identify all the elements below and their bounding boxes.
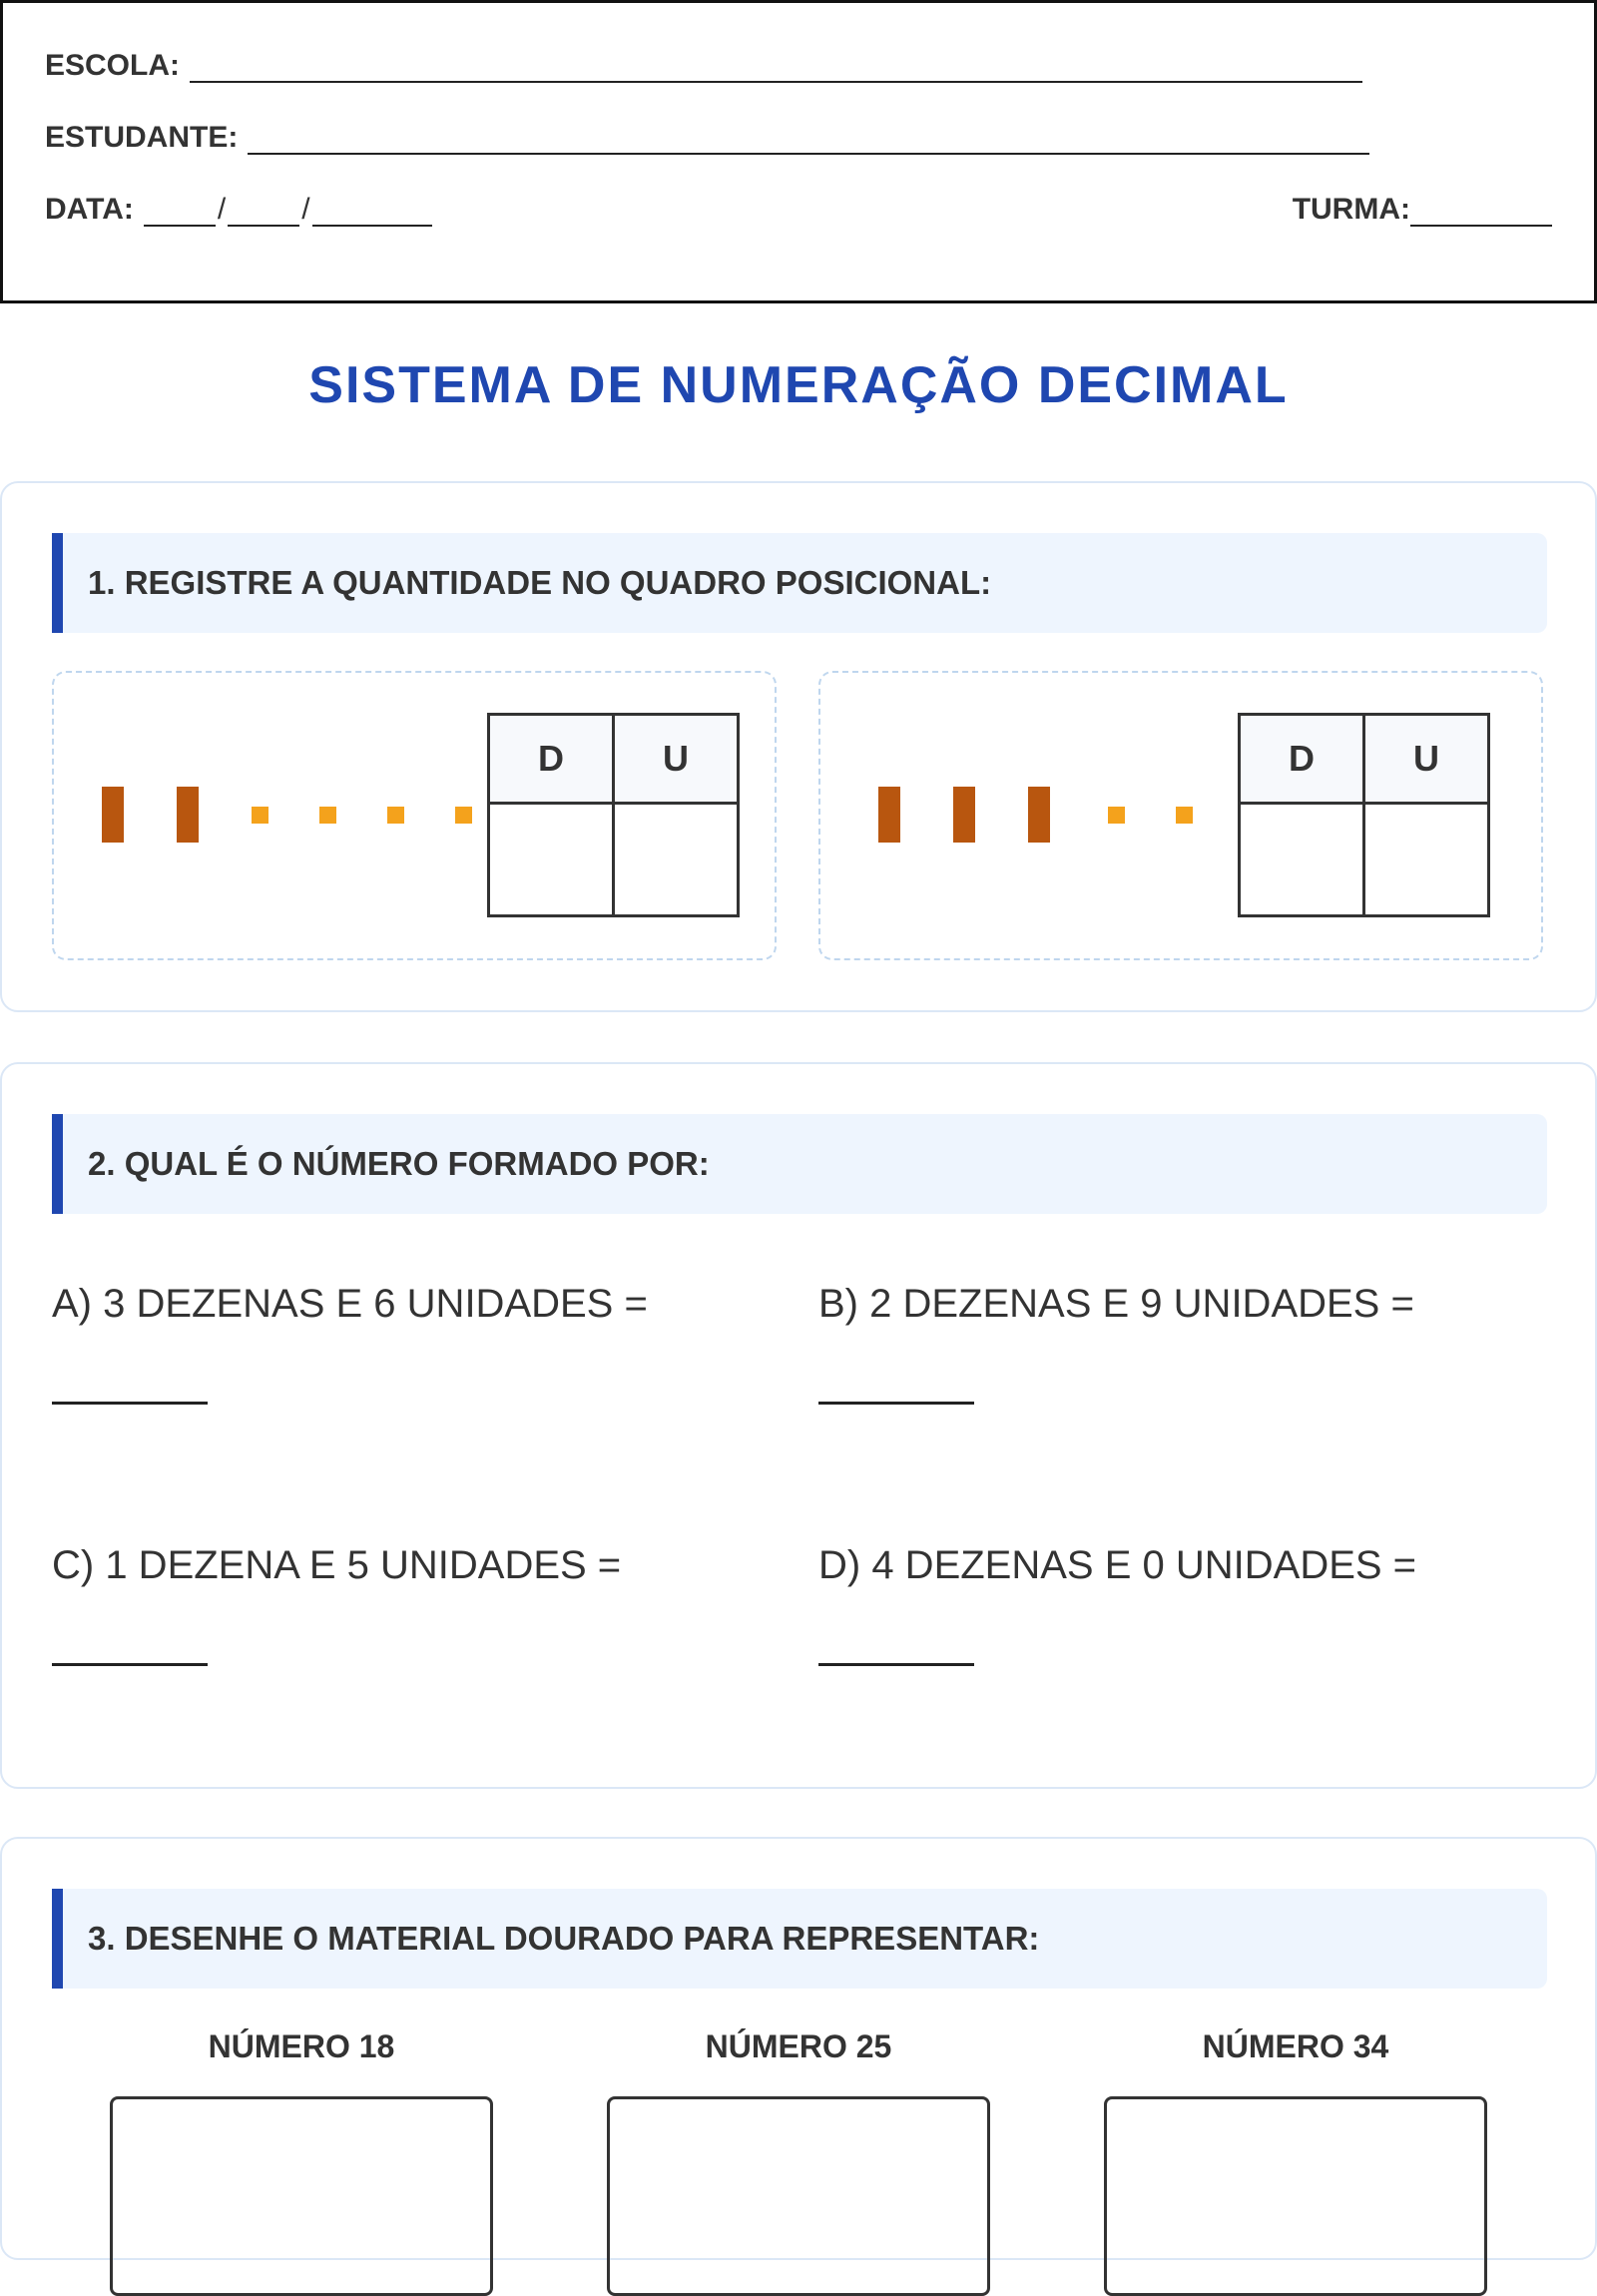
unit-cube xyxy=(1108,807,1125,824)
ten-rod xyxy=(953,787,975,843)
date-day-field[interactable] xyxy=(144,195,216,227)
tens-header: D xyxy=(1240,715,1364,804)
drawing-box-25[interactable] xyxy=(607,2096,990,2296)
answer-2a-line[interactable] xyxy=(52,1402,208,1405)
number-18-label: NÚMERO 18 xyxy=(208,2028,395,2064)
unit-cube xyxy=(387,807,404,824)
student-row xyxy=(45,121,1369,155)
ten-rod xyxy=(102,787,124,843)
section-3-card xyxy=(0,1837,1597,2260)
question-2a: A) 3 DEZENAS E 6 UNIDADES = xyxy=(52,1282,648,1326)
exercise-1a xyxy=(52,671,777,960)
drawing-box-18[interactable] xyxy=(110,2096,493,2296)
class-row xyxy=(1293,193,1552,227)
date-separator: / xyxy=(301,193,310,226)
student-label: ESTUDANTE: xyxy=(45,121,239,154)
date-year-field[interactable] xyxy=(312,195,432,227)
student-info-header xyxy=(0,0,1597,303)
tens-answer-cell[interactable] xyxy=(489,804,614,916)
class-field[interactable] xyxy=(1410,195,1552,227)
tens-header: D xyxy=(489,715,614,804)
question-2b: B) 2 DEZENAS E 9 UNIDADES = xyxy=(818,1282,1414,1326)
units-answer-cell[interactable] xyxy=(614,804,739,916)
date-row xyxy=(45,193,432,227)
number-25-label: NÚMERO 25 xyxy=(705,2028,892,2064)
question-2d: D) 4 DEZENAS E 0 UNIDADES = xyxy=(818,1543,1417,1587)
units-answer-cell[interactable] xyxy=(1364,804,1489,916)
section-1-card xyxy=(0,481,1597,1012)
number-34-label: NÚMERO 34 xyxy=(1202,2028,1389,2064)
ten-rod xyxy=(1028,787,1050,843)
tens-answer-cell[interactable] xyxy=(1240,804,1364,916)
section-1-heading: 1. REGISTRE A QUANTIDADE NO QUADRO POSICIONAL: xyxy=(52,533,1547,633)
school-row xyxy=(45,49,1362,83)
section-2-card xyxy=(0,1062,1597,1789)
unit-cube xyxy=(252,807,268,824)
ten-rod xyxy=(878,787,900,843)
school-field[interactable] xyxy=(190,51,1362,83)
class-label: TURMA: xyxy=(1292,193,1410,226)
date-month-field[interactable] xyxy=(228,195,299,227)
place-value-table xyxy=(1238,713,1490,917)
ten-rod xyxy=(177,787,199,843)
units-header: U xyxy=(1364,715,1489,804)
date-separator: / xyxy=(217,193,227,226)
section-3-heading: 3. DESENHE O MATERIAL DOURADO PARA REPRESENTAR: xyxy=(52,1889,1547,1989)
drawing-box-34[interactable] xyxy=(1104,2096,1487,2296)
unit-cube xyxy=(319,807,336,824)
units-header: U xyxy=(614,715,739,804)
question-2c: C) 1 DEZENA E 5 UNIDADES = xyxy=(52,1543,622,1587)
school-label: ESCOLA: xyxy=(45,49,180,82)
answer-2d-line[interactable] xyxy=(818,1663,974,1666)
unit-cube xyxy=(455,807,472,824)
place-value-table xyxy=(487,713,740,917)
unit-cube xyxy=(1176,807,1193,824)
date-label: DATA: xyxy=(45,193,134,226)
exercise-1b xyxy=(818,671,1543,960)
section-2-heading: 2. QUAL É O NÚMERO FORMADO POR: xyxy=(52,1114,1547,1214)
page-title: SISTEMA DE NUMERAÇÃO DECIMAL xyxy=(308,356,1289,414)
answer-2c-line[interactable] xyxy=(52,1663,208,1666)
student-field[interactable] xyxy=(248,123,1369,155)
answer-2b-line[interactable] xyxy=(818,1402,974,1405)
